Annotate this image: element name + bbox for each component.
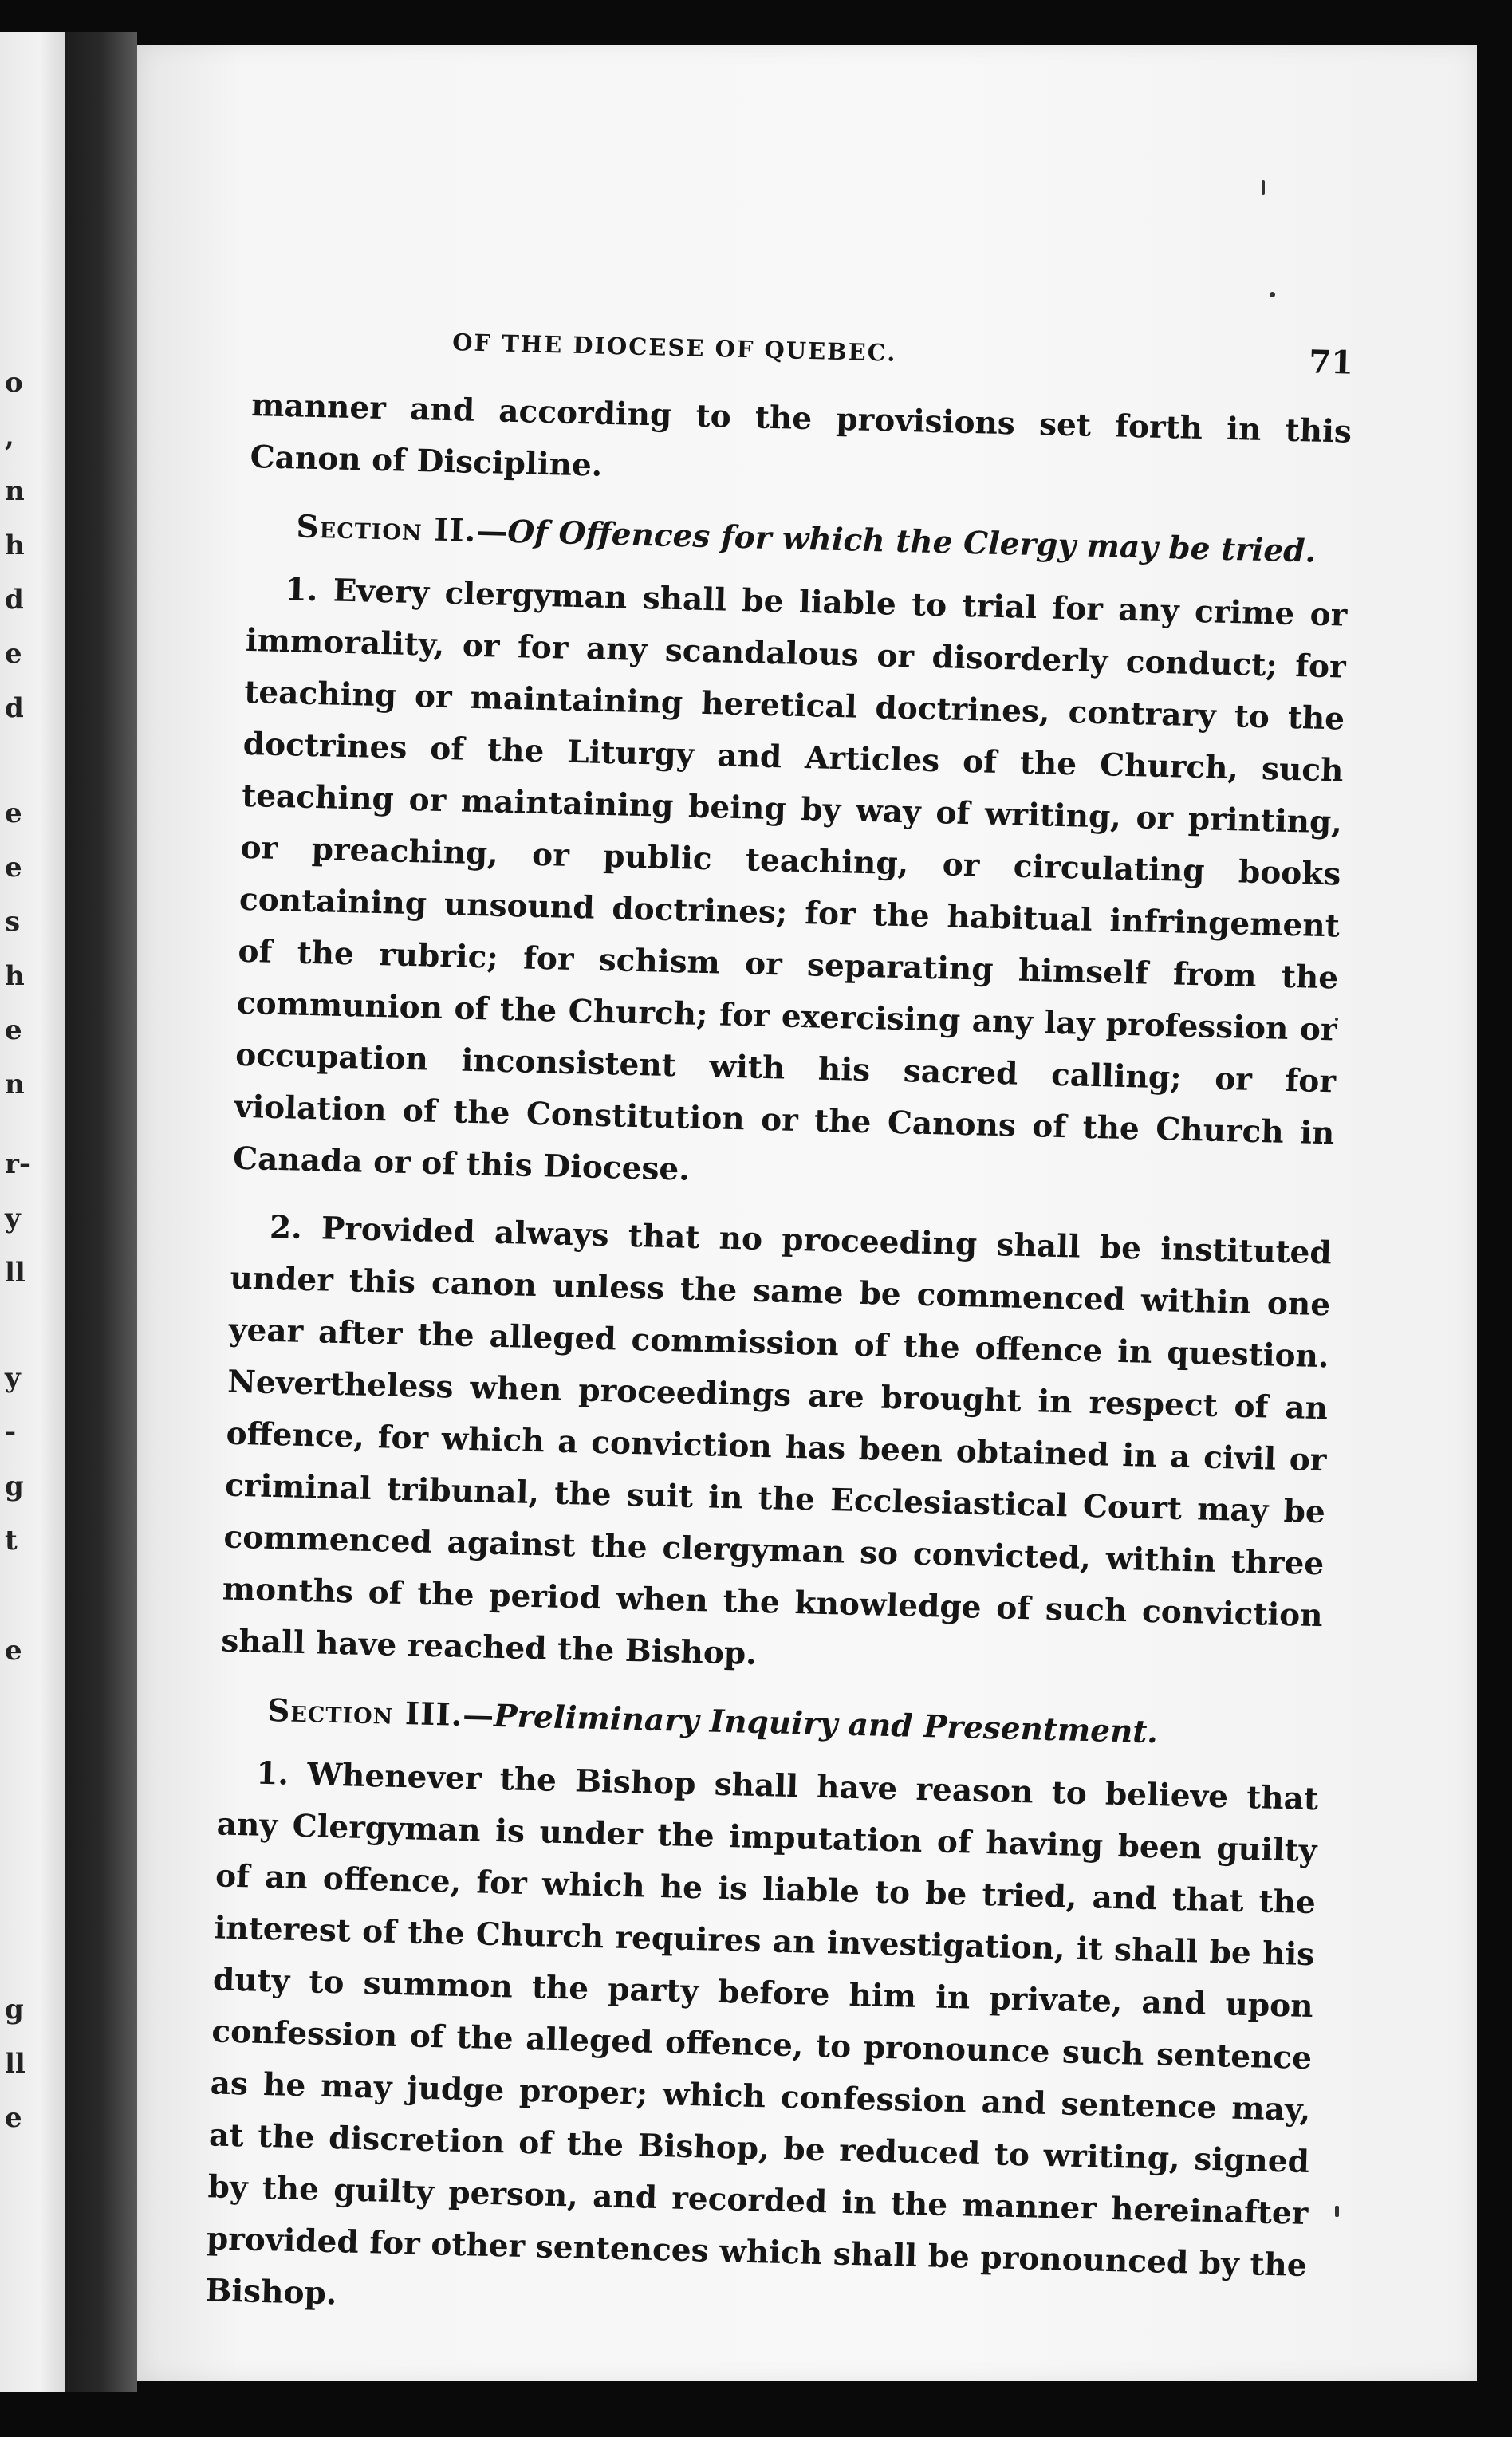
left-margin-fragment: ll bbox=[5, 1257, 26, 1289]
left-margin-fragment: h bbox=[5, 960, 25, 992]
left-margin-fragment: e bbox=[5, 1014, 22, 1046]
opening-paragraph: manner and according to the provisions set forth in this Canon of Discipline. bbox=[250, 386, 1353, 484]
left-margin-fragment: o bbox=[5, 367, 23, 399]
left-margin-fragment: h bbox=[5, 530, 25, 561]
left-margin-fragment: n bbox=[5, 475, 25, 507]
section-3-label: Section III. bbox=[266, 1691, 463, 1734]
ink-speck bbox=[1262, 180, 1265, 195]
left-margin-fragment: y bbox=[5, 1203, 21, 1234]
left-margin-fragment: n bbox=[5, 1069, 25, 1100]
left-margin-fragment: r- bbox=[5, 1148, 31, 1180]
ink-speck bbox=[1270, 292, 1275, 297]
left-margin-fragment: d bbox=[5, 584, 24, 616]
left-margin-fragment: e bbox=[5, 638, 22, 670]
left-margin-fragment: y bbox=[5, 1362, 21, 1394]
left-margin-fragment: e bbox=[5, 797, 22, 829]
left-margin-fragment: g bbox=[5, 1994, 24, 2026]
left-margin-fragment: , bbox=[5, 421, 14, 453]
section-2-dash: — bbox=[475, 512, 508, 550]
left-facing-page bbox=[0, 32, 65, 2392]
ink-speck bbox=[1335, 2206, 1339, 2217]
running-title: OF THE DIOCESE OF QUEBEC. bbox=[451, 329, 897, 367]
section-2-heading bbox=[248, 501, 1349, 577]
left-margin-fragment: e bbox=[5, 1635, 22, 1667]
left-margin-fragment: g bbox=[5, 1470, 24, 1502]
section-2-title: Of Offences for which the Clergy may be tried. bbox=[506, 513, 1317, 570]
section-2-paragraph-1: 1. Every clergyman shall be liable to trial for any crime or immorality, or for any scandalous or disorderly conduct; for teaching or maintaining heretical doctrines, contrary to the doctrines of the Liturgy and Articles of the Church, such teaching or maintaining being by way of writing, or printing, or preaching, or public teaching, or circulating books containing unsound doctrines; for the habitual infringement of the rubric; for schism or separating himself from the communion of the Church; for exercising any lay profession or occupation inconsistent with his sacred calling; or for violation of the Constitution or the Canons of the Church in Canada or of this Diocese. bbox=[232, 571, 1348, 1188]
page-text bbox=[205, 316, 1354, 2344]
section-2-label: Section II. bbox=[295, 508, 477, 549]
section-3-paragraph-1: 1. Whenever the Bishop shall have reason to believe that any Clergyman is under the imputation of having been guilty of an offence, for which he is liable to be tried, and that the interest of the Church requires an investigation, it shall be his duty to summon the party before him in private, and upon confession of the alleged offence, to pronounce such sentence as he may judge proper; which confession and sentence may, at the discretion of the Bishop, be reduced to writing, signed by the guilty person, and recorded in the manner hereinafter provided for other sentences which shall be pronounced by the Bishop. bbox=[204, 1754, 1319, 2313]
page-number: 71 bbox=[1308, 343, 1354, 382]
left-margin-fragment: s bbox=[5, 906, 21, 938]
book-gutter bbox=[65, 32, 137, 2392]
left-margin-fragment: - bbox=[5, 1416, 17, 1448]
left-margin-fragment: d bbox=[5, 692, 24, 724]
left-margin-fragment: e bbox=[5, 2102, 22, 2134]
left-margin-fragment: ll bbox=[5, 2048, 26, 2080]
section-3-heading bbox=[219, 1684, 1321, 1761]
section-3-title: Preliminary Inquiry and Presentment. bbox=[493, 1697, 1159, 1751]
section-3-dash: — bbox=[462, 1696, 494, 1734]
left-margin-fragment: t bbox=[5, 1525, 18, 1557]
book-page bbox=[137, 45, 1477, 2381]
left-margin-fragment: e bbox=[5, 852, 22, 884]
section-2-paragraph-2: 2. Provided always that no proceeding shall be instituted under this canon unless the same be commenced within one year after the alleged commission of the offence in question. Nevertheless when proceedings are brought in respect of an offence, for which a conviction has been obtained in a civil or criminal tribunal, the suit in the Ecclesiastical Court may be commenced against the clergyman so convicted, within three months of the period when the knowledge of such conviction shall have reached the Bishop. bbox=[220, 1208, 1333, 1672]
